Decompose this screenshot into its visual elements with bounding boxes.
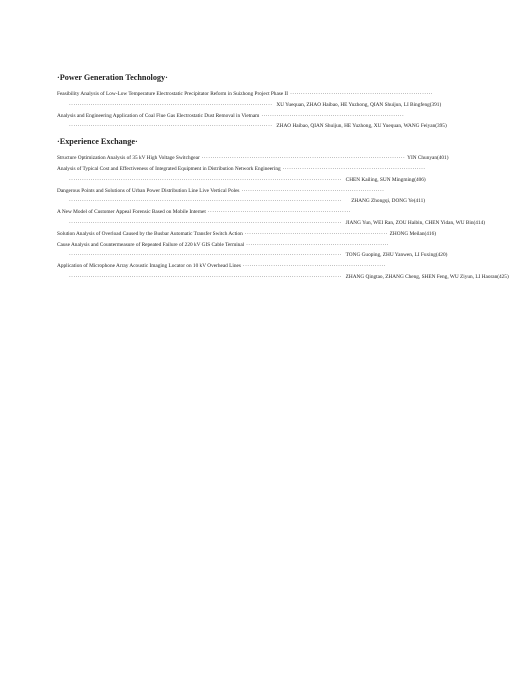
entry-authors: ZHANG Qingtao, ZHANG Cheng, SHEN Feng, WU Ziyun, LI Haoran(425) (345, 273, 509, 280)
leader-dots: ······························································································ (69, 123, 273, 130)
toc-entry[interactable] (57, 89, 442, 111)
entry-authors: ZHANG Zhongqi, DONG Ye(411) (351, 198, 425, 205)
leader-dots: ·································································· (244, 230, 388, 237)
entry-authors: ZHAO Haibao, QIAN Shuijun, HE Yuzhong, XU Yuequan, WANG Feiyan(395) (276, 123, 447, 130)
leader-dots: ······························································································································ (69, 273, 342, 280)
leader-dots: ······························································································································ (69, 219, 342, 226)
entry-title: Analysis and Engineering Application of Coal Flue Gas Electrostatic Dust Removal in Vietnam (57, 112, 260, 119)
toc-entry[interactable] (57, 229, 436, 240)
leader-dots: ·································································· (290, 91, 433, 97)
entry-authors: CHEN Kailing, SUN Mingming(406) (345, 176, 426, 183)
leader-dots: ······························································································ (201, 155, 406, 162)
leader-dots: ······························································································································ (69, 198, 342, 205)
leader-dots: ·································································· (241, 187, 385, 194)
toc-entry[interactable] (57, 186, 425, 208)
entry-title: Feasibility Analysis of Low-Low Temperature Electrostatic Precipitator Reform in Suizhong Project Phase II (57, 91, 289, 97)
entry-title: Solution Analysis of Overload Caused by the Busbar Automatic Transfer Switch Action (57, 230, 243, 237)
section-heading-power-generation: ·Power Generation Technology· (57, 73, 168, 82)
leader-dots: ······························································································ (69, 101, 273, 108)
entry-authors: JIANG Yun, WEI Ran, ZOU Haibin, CHEN Yidan, WU Bin(414) (345, 219, 485, 226)
entry-authors: YIN Chunyan(401) (407, 155, 449, 162)
section-heading-experience-exchange: ·Experience Exchange· (57, 137, 138, 147)
entry-title: Analysis of Typical Cost and Effectiveness of Integrated Equipment in Distribution Network Engineering (57, 165, 281, 172)
entry-title: Structure Optimization Analysis of 35 kV High Voltage Switchgear (57, 155, 200, 162)
entry-authors: XU Yuequan, ZHAO Haibao, HE Yuzhong, QIAN Shuijun, LI Bingfeng(391) (276, 101, 442, 108)
leader-dots: ······························································································································ (69, 176, 342, 183)
leader-dots: ·································································· (261, 112, 405, 119)
entry-title: Application of Microphone Array Acoustic Imaging Locator on 10 kV Overhead Lines (57, 263, 241, 270)
toc-entry[interactable] (57, 164, 425, 186)
leader-dots: ······························································································································ (69, 252, 342, 259)
toc-entry[interactable] (57, 240, 448, 262)
toc-entry[interactable] (57, 261, 509, 283)
entry-title: A New Model of Customer Appeal Forensic Based on Mobile Internet (57, 209, 206, 216)
toc-entry[interactable] (57, 153, 449, 164)
entry-authors: ZHONG Meilan(416) (389, 230, 436, 237)
leader-dots: ·································································· (282, 165, 426, 172)
entry-title: Cause Analysis and Countermeasure of Repeated Failure of 220 kV GIS Cable Terminal (57, 241, 245, 248)
entry-title: Dangerous Points and Solutions of Urban Power Distribution Line Live Vertical Poles (57, 187, 240, 194)
entry-authors: TONG Guoping, ZHU Yanwen, LI Fuxing(420) (345, 252, 448, 259)
leader-dots: ·································································· (242, 263, 386, 270)
leader-dots: ·································································· (246, 241, 389, 248)
toc-entry[interactable] (57, 207, 485, 229)
table-of-contents (57, 72, 509, 283)
toc-entry[interactable] (57, 111, 447, 133)
leader-dots: ·································································· (207, 209, 351, 216)
